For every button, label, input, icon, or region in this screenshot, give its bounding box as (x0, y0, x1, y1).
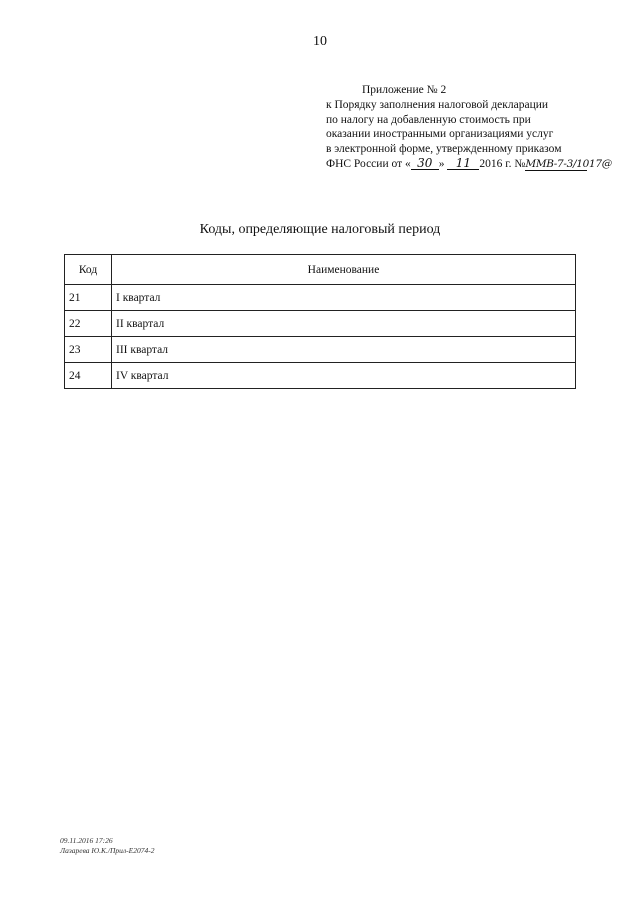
order-month: 11 (447, 158, 479, 170)
document-title: Коды, определяющие налоговый период (199, 222, 441, 237)
appendix-header (326, 83, 612, 172)
appendix-title: Приложение № 2 (362, 84, 447, 96)
appendix-line: по налогу на добавленную стоимость при (326, 113, 531, 126)
header-name: Наименование (112, 255, 576, 285)
period-codes-table (64, 254, 576, 389)
row-name: II квартал (112, 311, 576, 337)
table-row (65, 363, 576, 389)
appendix-order-line (326, 155, 612, 172)
table-row (65, 285, 576, 311)
row-name: IV квартал (112, 363, 576, 389)
order-year: 2016 г. № (479, 157, 526, 170)
appendix-line: в электронной форме, утвержденному приказом (326, 143, 562, 156)
table-header-row (65, 255, 576, 285)
order-quote: » (438, 157, 445, 170)
page-number: 10 (313, 34, 327, 49)
row-code: 21 (65, 285, 112, 311)
order-day: 30 (411, 158, 439, 170)
row-name: III квартал (112, 337, 576, 363)
row-code: 22 (65, 311, 112, 337)
footer-file-ref: Лазарева Ю.К./Прил-Е2074-2 (60, 846, 155, 855)
table-row (65, 337, 576, 363)
row-code: 24 (65, 363, 112, 389)
row-code: 23 (65, 337, 112, 363)
order-prefix: ФНС России от « (326, 157, 411, 170)
appendix-line: оказании иностранными организациями услуг (326, 128, 554, 141)
appendix-line: к Порядку заполнения налоговой декларации (326, 98, 549, 111)
order-number: ММВ-7-3/1017@ (525, 157, 612, 170)
row-name: I квартал (112, 285, 576, 311)
header-code: Код (65, 255, 112, 285)
footer-stamp (60, 836, 154, 856)
footer-timestamp: 09.11.2016 17:26 (60, 836, 113, 845)
table-row (65, 311, 576, 337)
